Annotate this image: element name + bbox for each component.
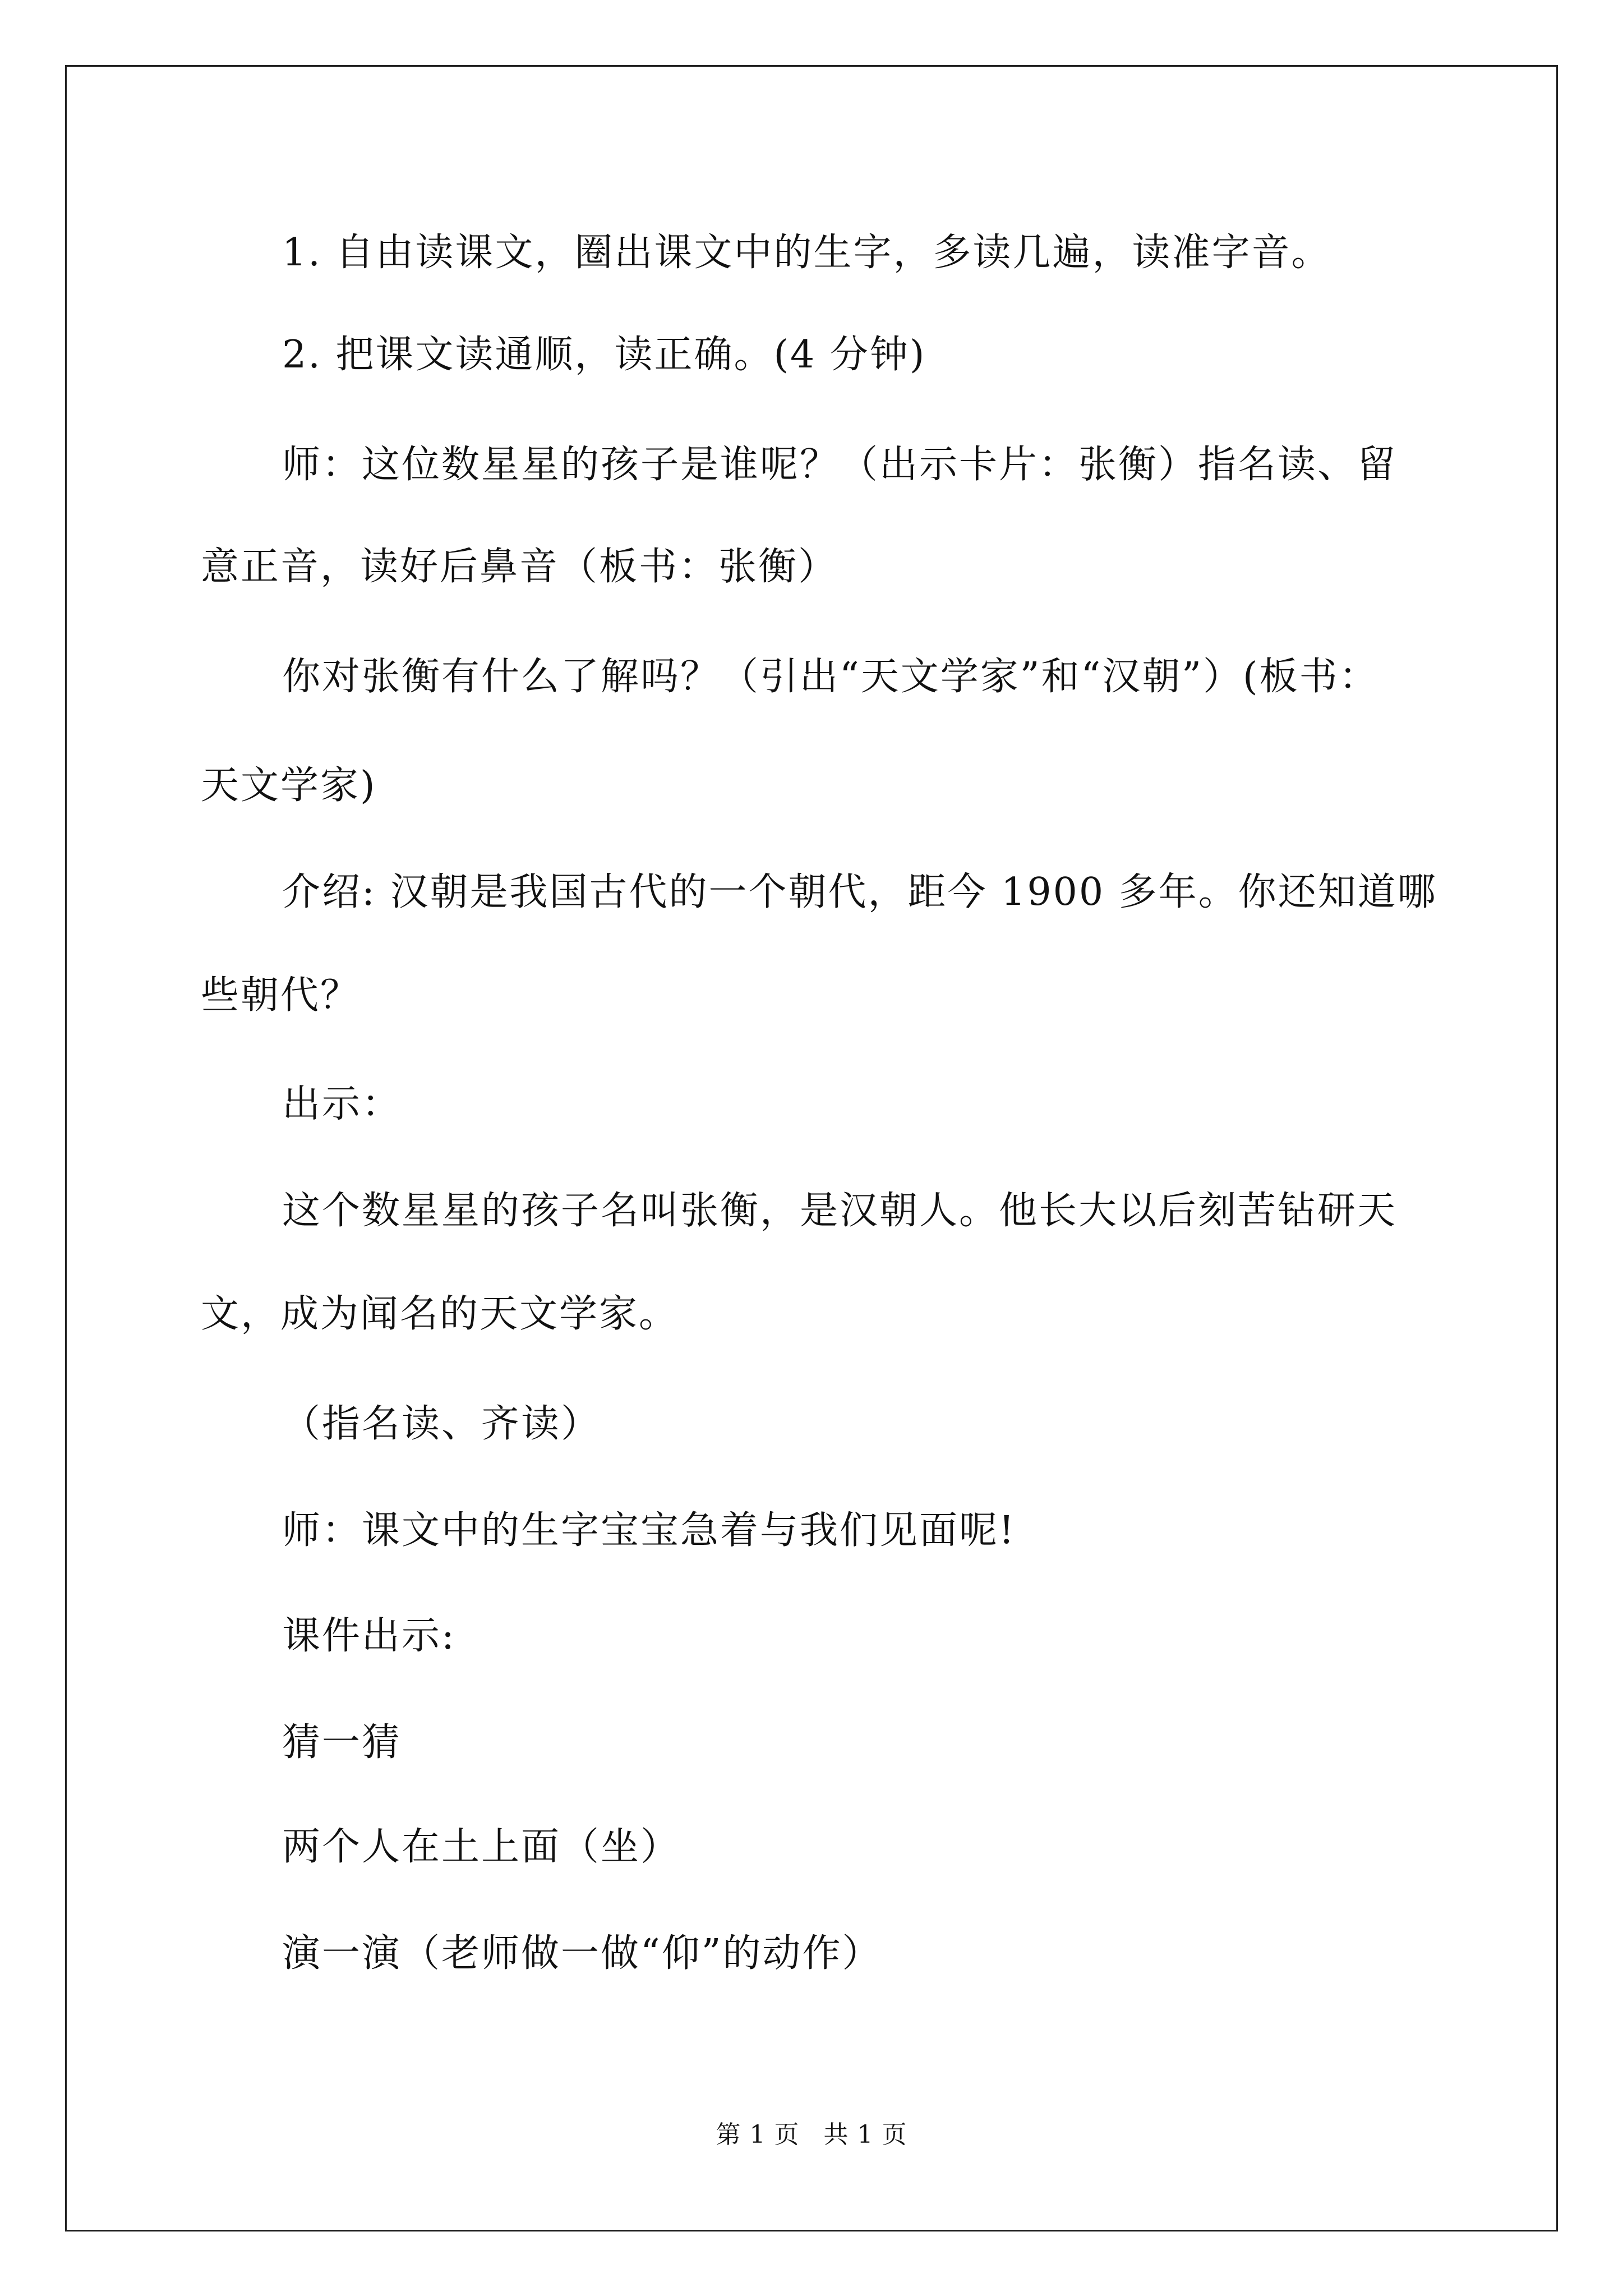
text-line: 演一演（老师做一做“仰”的动作） <box>282 1931 882 1976</box>
page-border <box>65 65 1558 2231</box>
text-line: 天文学家) <box>201 763 377 808</box>
text-line: 师：这位数星星的孩子是谁呢？（出示卡片：张衡）指名读、留 <box>282 443 1398 487</box>
text-line: 课件出示: <box>282 1614 456 1658</box>
page-footer <box>0 2119 1623 2151</box>
text-line: （指名读、齐读） <box>282 1402 601 1446</box>
text-line: 1. 自由读课文，圈出课文中的生字，多读几遍，读准字音。 <box>282 231 1331 275</box>
page-total: 共 1 页 <box>823 2120 907 2149</box>
text-line: 2. 把课文读通顺，读正确。(4 分钟) <box>282 333 926 377</box>
text-line: 文，成为闻名的天文学家。 <box>201 1292 679 1336</box>
text-line: 你对张衡有什么了解吗？（引出“天文学家”和“汉朝”）(板书： <box>282 655 1379 699</box>
text-line: 猜一猜 <box>282 1720 402 1765</box>
text-line: 介绍: 汉朝是我国古代的一个朝代，距今 1900 多年。你还知道哪 <box>282 870 1437 914</box>
text-line: 出示： <box>282 1082 402 1126</box>
text-line: 两个人在土上面（坐） <box>282 1825 681 1869</box>
text-line: 些朝代？ <box>201 973 361 1018</box>
text-line: 师：课文中的生字宝宝急着与我们见面呢! <box>282 1508 1016 1553</box>
page-number: 第 1 页 <box>716 2120 800 2149</box>
text-line: 意正音，读好后鼻音（板书：张衡） <box>201 545 838 589</box>
text-line: 这个数星星的孩子名叫张衡，是汉朝人。他长大以后刻苦钻研天 <box>282 1189 1398 1233</box>
